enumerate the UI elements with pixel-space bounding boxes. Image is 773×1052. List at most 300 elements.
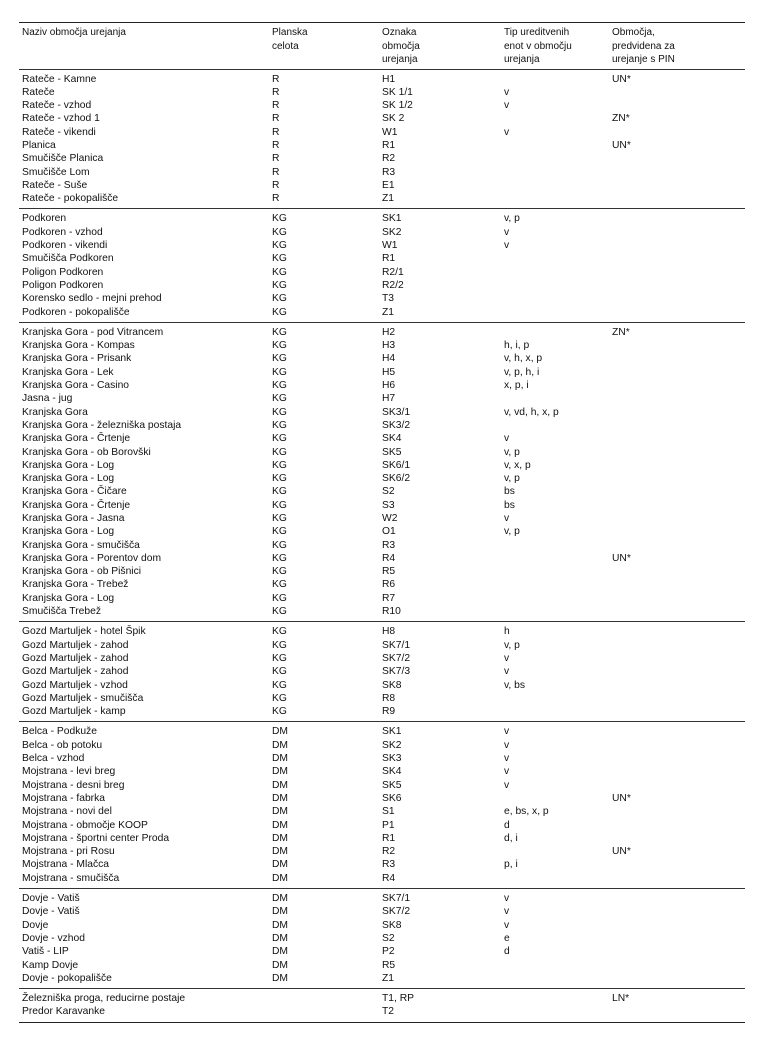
table-row xyxy=(19,179,745,192)
cell-planning-unit: DM xyxy=(272,739,289,751)
table-row xyxy=(19,819,745,832)
cell-area-name: Kranjska Gora - pod Vitrancem xyxy=(22,326,164,338)
cell-pin-area xyxy=(612,192,732,205)
table-row xyxy=(19,872,745,885)
cell-pin-area xyxy=(612,99,732,112)
cell-area-name: Podkoren - vikendi xyxy=(22,240,108,252)
table-row xyxy=(19,212,745,225)
cell-area-code: SK8 xyxy=(382,919,402,931)
table-row xyxy=(19,239,745,252)
cell-area-code: Z1 xyxy=(382,193,395,205)
cell-area-code: S1 xyxy=(382,806,395,818)
table-row xyxy=(19,905,745,918)
cell-unit-types: v xyxy=(504,753,510,765)
cell-area-name: Belca - vzhod xyxy=(22,753,85,765)
cell-planning-unit: DM xyxy=(272,893,289,905)
cell-unit-types xyxy=(504,578,612,591)
cell-area-code: H5 xyxy=(382,366,396,378)
table-row xyxy=(19,665,745,678)
table-row xyxy=(19,752,745,765)
cell-area-name: Rateče - Kamne xyxy=(22,73,97,85)
table-row xyxy=(19,605,745,618)
row-group xyxy=(19,209,745,321)
cell-pin-area xyxy=(612,499,732,512)
cell-pin-area xyxy=(612,765,732,778)
cell-area-name: Mojstrana - desni breg xyxy=(22,779,125,791)
cell-planning-unit: DM xyxy=(272,846,289,858)
cell-unit-types: v, p xyxy=(504,446,520,458)
cell-unit-types xyxy=(504,845,612,858)
cell-unit-types xyxy=(504,326,612,339)
cell-pin-area xyxy=(612,432,732,445)
cell-area-code: W1 xyxy=(382,240,398,252)
cell-unit-types: h xyxy=(504,626,510,638)
cell-pin-area xyxy=(612,352,732,365)
cell-area-name: Kranjska Gora - ob Borovški xyxy=(22,446,151,458)
cell-unit-types: d xyxy=(504,946,510,958)
cell-pin-area xyxy=(612,832,732,845)
cell-pin-area: ZN* xyxy=(612,113,630,125)
cell-area-name: Dovje - Vatiš xyxy=(22,893,80,905)
cell-area-code: H6 xyxy=(382,380,396,392)
cell-planning-unit: DM xyxy=(272,779,289,791)
cell-unit-types xyxy=(504,1005,612,1018)
cell-area-code: P1 xyxy=(382,819,395,831)
table-row xyxy=(19,779,745,792)
cell-area-code: P2 xyxy=(382,946,395,958)
cell-area-name: Mojstrana - smučišča xyxy=(22,872,120,884)
cell-pin-area: UN* xyxy=(612,792,631,804)
cell-area-name: Dovje xyxy=(22,919,49,931)
cell-pin-area xyxy=(612,592,732,605)
cell-pin-area xyxy=(612,292,732,305)
cell-pin-area xyxy=(612,725,732,738)
cell-pin-area xyxy=(612,905,732,918)
cell-area-code: Z1 xyxy=(382,306,395,318)
cell-unit-types: v xyxy=(504,240,510,252)
table-row xyxy=(19,832,745,845)
cell-unit-types xyxy=(504,959,612,972)
cell-pin-area xyxy=(612,892,732,905)
cell-area-code: S3 xyxy=(382,499,395,511)
cell-area-code: R4 xyxy=(382,552,396,564)
cell-area-code: SK6 xyxy=(382,792,402,804)
cell-area-code: R1 xyxy=(382,253,396,265)
cell-unit-types xyxy=(504,139,612,152)
cell-planning-unit: R xyxy=(272,73,280,85)
cell-pin-area xyxy=(612,485,732,498)
cell-area-name: Mojstrana - novi del xyxy=(22,806,112,818)
cell-area-name: Poligon Podkoren xyxy=(22,279,104,291)
cell-unit-types: v xyxy=(504,906,510,918)
cell-planning-unit: R xyxy=(272,126,280,138)
cell-area-code: SK7/2 xyxy=(382,652,411,664)
header-pin-areas: Območja, predvidena za urejanje s PIN xyxy=(612,27,675,65)
table-row xyxy=(19,226,745,239)
cell-area-code: SK7/1 xyxy=(382,893,411,905)
cell-pin-area xyxy=(612,945,732,958)
cell-area-name: Kranjska Gora - Čičare xyxy=(22,486,127,498)
cell-pin-area xyxy=(612,339,732,352)
cell-area-name: Belca - Podkuže xyxy=(22,726,97,738)
cell-area-name: Dovje - pokopališče xyxy=(22,972,112,984)
cell-unit-types xyxy=(504,166,612,179)
cell-planning-unit: KG xyxy=(272,459,287,471)
table-row xyxy=(19,459,745,472)
table-row xyxy=(19,892,745,905)
cell-area-code: R1 xyxy=(382,832,396,844)
table-row xyxy=(19,765,745,778)
cell-pin-area xyxy=(612,306,732,319)
table-row xyxy=(19,932,745,945)
cell-pin-area xyxy=(612,959,732,972)
cell-area-name: Kranjska Gora - smučišča xyxy=(22,539,140,551)
table-row xyxy=(19,592,745,605)
table-bottom-rule xyxy=(19,1022,745,1023)
cell-unit-types xyxy=(504,992,612,1005)
cell-area-code: SK3/2 xyxy=(382,419,411,431)
table-row xyxy=(19,252,745,265)
cell-planning-unit: KG xyxy=(272,380,287,392)
cell-unit-types xyxy=(504,592,612,605)
cell-unit-types: v xyxy=(504,433,510,445)
cell-unit-types: v xyxy=(504,919,510,931)
cell-planning-unit: DM xyxy=(272,872,289,884)
cell-area-name: Kranjska Gora - Trebež xyxy=(22,579,129,591)
cell-area-name: Kranjska Gora - Log xyxy=(22,592,115,604)
cell-pin-area xyxy=(612,392,732,405)
cell-area-name: Kranjska Gora - Log xyxy=(22,526,115,538)
cell-area-name: Kranjska Gora - železniška postaja xyxy=(22,419,182,431)
header-unit-types: Tip ureditvenih enot v območju urejanja xyxy=(504,27,572,65)
cell-planning-unit: R xyxy=(272,193,280,205)
cell-pin-area: UN* xyxy=(612,846,631,858)
table-row xyxy=(19,919,745,932)
cell-pin-area xyxy=(612,652,732,665)
cell-area-name: Poligon Podkoren xyxy=(22,266,104,278)
cell-area-code: E1 xyxy=(382,179,395,191)
cell-unit-types xyxy=(504,972,612,985)
cell-area-name: Podkoren - pokopališče xyxy=(22,306,130,318)
cell-unit-types: v xyxy=(504,513,510,524)
cell-planning-unit: KG xyxy=(272,579,287,591)
table-row xyxy=(19,725,745,738)
cell-area-code: H2 xyxy=(382,326,396,338)
cell-pin-area xyxy=(612,446,732,459)
cell-planning-unit: DM xyxy=(272,906,289,918)
cell-unit-types xyxy=(504,192,612,205)
cell-area-name: Rateče - Suše xyxy=(22,179,88,191)
cell-area-code: SK4 xyxy=(382,433,402,445)
cell-area-name: Smučišče Planica xyxy=(22,153,104,165)
cell-area-code: SK3 xyxy=(382,753,402,765)
cell-unit-types xyxy=(504,112,612,125)
table-row xyxy=(19,552,745,565)
cell-area-code: S2 xyxy=(382,486,395,498)
cell-unit-types: h, i, p xyxy=(504,340,530,352)
cell-area-name: Gozd Martuljek - smučišča xyxy=(22,692,144,704)
table-row xyxy=(19,679,745,692)
cell-planning-unit: R xyxy=(272,166,280,178)
cell-planning-unit: KG xyxy=(272,326,287,338)
cell-unit-types: v xyxy=(504,766,510,778)
cell-area-code: H8 xyxy=(382,626,396,638)
cell-unit-types xyxy=(504,73,612,86)
cell-planning-unit: KG xyxy=(272,419,287,431)
cell-planning-unit: KG xyxy=(272,552,287,564)
table-row xyxy=(19,625,745,638)
header-area-code: Oznaka območja urejanja xyxy=(382,27,420,65)
row-group xyxy=(19,323,745,622)
cell-unit-types: bs xyxy=(504,499,515,511)
cell-pin-area xyxy=(612,972,732,985)
cell-area-code: SK7/1 xyxy=(382,639,411,651)
table-row xyxy=(19,792,745,805)
cell-planning-unit: DM xyxy=(272,972,289,984)
cell-area-name: Podkoren xyxy=(22,213,67,225)
cell-area-code: H7 xyxy=(382,393,396,405)
cell-planning-unit xyxy=(272,992,382,1005)
cell-unit-types: v, h, x, p xyxy=(504,353,543,365)
cell-planning-unit: KG xyxy=(272,366,287,378)
zoning-table xyxy=(19,22,745,1023)
cell-area-code: SK 2 xyxy=(382,113,405,125)
cell-pin-area xyxy=(612,679,732,692)
table-body xyxy=(19,69,745,1023)
cell-pin-area: UN* xyxy=(612,139,631,151)
cell-unit-types xyxy=(504,705,612,718)
cell-area-code: T2 xyxy=(382,1006,395,1018)
table-row xyxy=(19,152,745,165)
cell-area-name: Mojstrana - Mlačca xyxy=(22,859,109,871)
row-group xyxy=(19,70,745,209)
cell-unit-types: v xyxy=(504,666,510,678)
table-row xyxy=(19,292,745,305)
cell-unit-types xyxy=(504,179,612,192)
table-row xyxy=(19,392,745,405)
cell-planning-unit: KG xyxy=(272,499,287,511)
cell-area-name: Smučišča Podkoren xyxy=(22,253,114,265)
cell-pin-area xyxy=(612,419,732,432)
cell-planning-unit: KG xyxy=(272,679,287,691)
cell-unit-types: v xyxy=(504,779,510,791)
cell-area-code: R2 xyxy=(382,846,396,858)
cell-pin-area: ZN* xyxy=(612,326,630,338)
cell-unit-types xyxy=(504,419,612,432)
cell-planning-unit: DM xyxy=(272,859,289,871)
table-row xyxy=(19,805,745,818)
cell-area-code: R1 xyxy=(382,139,396,151)
cell-planning-unit: R xyxy=(272,100,280,112)
cell-pin-area xyxy=(612,779,732,792)
cell-area-name: Rateče - vikendi xyxy=(22,126,96,138)
cell-planning-unit: KG xyxy=(272,539,287,551)
cell-unit-types: d xyxy=(504,819,510,831)
cell-area-code: W2 xyxy=(382,513,398,524)
cell-planning-unit: KG xyxy=(272,266,287,278)
cell-area-name: Smučišča Trebež xyxy=(22,606,101,618)
cell-unit-types: v xyxy=(504,652,510,664)
cell-pin-area xyxy=(612,739,732,752)
cell-pin-area xyxy=(612,872,732,885)
cell-unit-types xyxy=(504,565,612,578)
table-row xyxy=(19,652,745,665)
cell-pin-area xyxy=(612,152,732,165)
cell-pin-area xyxy=(612,252,732,265)
cell-planning-unit: KG xyxy=(272,526,287,538)
cell-planning-unit: KG xyxy=(272,666,287,678)
cell-planning-unit: KG xyxy=(272,240,287,252)
cell-pin-area xyxy=(612,512,732,525)
table-row xyxy=(19,959,745,972)
cell-area-code: R7 xyxy=(382,592,396,604)
cell-area-name: Mojstrana - levi breg xyxy=(22,766,116,778)
cell-unit-types xyxy=(504,392,612,405)
cell-area-code: SK8 xyxy=(382,679,402,691)
cell-pin-area xyxy=(612,126,732,139)
cell-unit-types: e xyxy=(504,932,510,944)
table-row xyxy=(19,446,745,459)
table-row xyxy=(19,992,745,1005)
table-row xyxy=(19,858,745,871)
cell-area-name: Predor Karavanke xyxy=(22,1006,105,1018)
cell-planning-unit: DM xyxy=(272,959,289,971)
cell-area-code: SK5 xyxy=(382,779,402,791)
cell-area-name: Gozd Martuljek - zahod xyxy=(22,652,129,664)
cell-planning-unit: DM xyxy=(272,792,289,804)
table-row xyxy=(19,485,745,498)
cell-unit-types: v, p xyxy=(504,526,520,538)
cell-area-name: Korensko sedlo - mejni prehod xyxy=(22,293,162,305)
cell-unit-types: p, i xyxy=(504,859,518,871)
row-group xyxy=(19,722,745,888)
cell-unit-types xyxy=(504,692,612,705)
row-group xyxy=(19,889,745,988)
cell-pin-area xyxy=(612,266,732,279)
cell-area-name: Gozd Martuljek - vzhod xyxy=(22,679,128,691)
cell-area-name: Kranjska Gora - Črtenje xyxy=(22,433,131,445)
cell-pin-area xyxy=(612,932,732,945)
cell-area-code: SK7/3 xyxy=(382,666,411,678)
cell-unit-types xyxy=(504,792,612,805)
cell-unit-types: v xyxy=(504,726,510,738)
cell-area-name: Kranjska Gora - Črtenje xyxy=(22,499,131,511)
cell-area-name: Podkoren - vzhod xyxy=(22,226,103,238)
cell-area-name: Železniška proga, reducirne postaje xyxy=(22,993,186,1005)
cell-area-code: R6 xyxy=(382,579,396,591)
cell-area-code: SK4 xyxy=(382,766,402,778)
cell-planning-unit: R xyxy=(272,139,280,151)
table-row xyxy=(19,1005,745,1018)
cell-unit-types xyxy=(504,252,612,265)
table-row xyxy=(19,419,745,432)
table-row xyxy=(19,539,745,552)
cell-planning-unit: DM xyxy=(272,753,289,765)
cell-unit-types xyxy=(504,539,612,552)
cell-area-name: Kranjska Gora - Lek xyxy=(22,366,114,378)
cell-area-name: Kranjska Gora - Jasna xyxy=(22,513,125,524)
cell-unit-types: v xyxy=(504,226,510,238)
cell-pin-area xyxy=(612,226,732,239)
cell-area-code: R2/1 xyxy=(382,266,404,278)
cell-unit-types: v, p xyxy=(504,639,520,651)
cell-area-name: Belca - ob potoku xyxy=(22,739,103,751)
cell-pin-area: UN* xyxy=(612,73,631,85)
cell-pin-area: UN* xyxy=(612,552,631,564)
cell-pin-area xyxy=(612,212,732,225)
cell-unit-types: v, p xyxy=(504,473,520,485)
table-row xyxy=(19,512,745,525)
cell-planning-unit xyxy=(272,1005,382,1018)
cell-pin-area xyxy=(612,86,732,99)
cell-unit-types: v, x, p xyxy=(504,459,531,471)
cell-pin-area xyxy=(612,1005,732,1018)
cell-pin-area xyxy=(612,919,732,932)
cell-area-name: Kranjska Gora - Prisank xyxy=(22,353,132,365)
cell-pin-area xyxy=(612,459,732,472)
cell-unit-types xyxy=(504,292,612,305)
cell-area-code: R2 xyxy=(382,153,396,165)
cell-pin-area xyxy=(612,665,732,678)
cell-planning-unit: KG xyxy=(272,293,287,305)
cell-planning-unit: DM xyxy=(272,766,289,778)
cell-unit-types: v xyxy=(504,126,510,138)
cell-planning-unit: R xyxy=(272,113,280,125)
cell-planning-unit: KG xyxy=(272,486,287,498)
cell-planning-unit: KG xyxy=(272,406,287,418)
cell-planning-unit: KG xyxy=(272,393,287,405)
cell-area-code: H1 xyxy=(382,73,396,85)
cell-planning-unit: DM xyxy=(272,819,289,831)
cell-area-code: R3 xyxy=(382,859,396,871)
table-row xyxy=(19,639,745,652)
cell-area-code: H4 xyxy=(382,353,396,365)
cell-area-code: R8 xyxy=(382,692,396,704)
cell-area-code: SK6/1 xyxy=(382,459,411,471)
cell-pin-area xyxy=(612,279,732,292)
cell-planning-unit: KG xyxy=(272,279,287,291)
cell-pin-area xyxy=(612,472,732,485)
cell-unit-types xyxy=(504,552,612,565)
cell-area-code: R5 xyxy=(382,959,396,971)
cell-planning-unit: KG xyxy=(272,626,287,638)
table-row xyxy=(19,139,745,152)
table-row xyxy=(19,366,745,379)
cell-planning-unit: KG xyxy=(272,513,287,524)
cell-area-code: SK7/2 xyxy=(382,906,411,918)
cell-planning-unit: KG xyxy=(272,226,287,238)
cell-unit-types: bs xyxy=(504,486,515,498)
cell-planning-unit: KG xyxy=(272,353,287,365)
cell-area-code: R4 xyxy=(382,872,396,884)
cell-area-name: Gozd Martuljek - hotel Špik xyxy=(22,626,146,638)
cell-planning-unit: R xyxy=(272,86,280,98)
cell-unit-types: v, vd, h, x, p xyxy=(504,406,559,418)
cell-pin-area xyxy=(612,752,732,765)
cell-area-name: Gozd Martuljek - kamp xyxy=(22,706,126,718)
cell-unit-types xyxy=(504,266,612,279)
table-row xyxy=(19,99,745,112)
table-row xyxy=(19,472,745,485)
cell-area-name: Jasna - jug xyxy=(22,393,73,405)
cell-area-name: Rateče - vzhod 1 xyxy=(22,113,100,125)
cell-area-name: Mojstrana - pri Rosu xyxy=(22,846,115,858)
table-row xyxy=(19,306,745,319)
cell-area-code: SK3/1 xyxy=(382,406,411,418)
cell-area-code: R2/2 xyxy=(382,279,404,291)
cell-pin-area xyxy=(612,525,732,538)
header-area-name: Naziv območja urejanja xyxy=(22,27,126,38)
